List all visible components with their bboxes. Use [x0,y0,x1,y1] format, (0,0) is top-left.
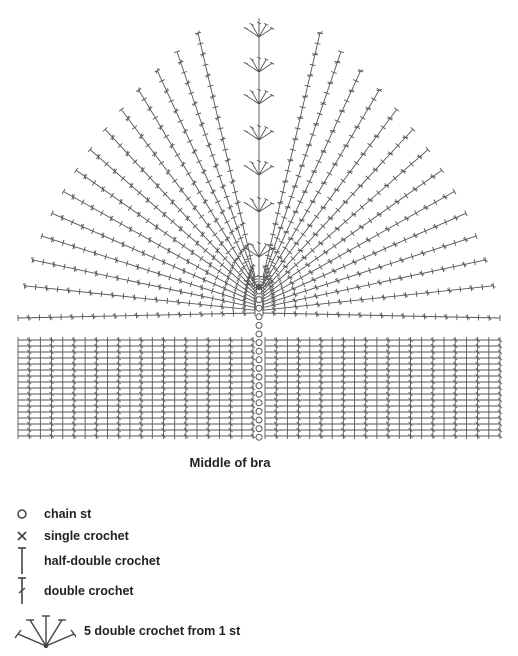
chain-stitch [256,374,262,380]
single-crochet-icon [14,524,42,548]
chain-stitch [256,348,262,354]
chain-stitch [256,417,262,423]
chain-stitch [256,322,262,328]
half-double-crochet-icon [14,546,42,576]
chain-stitch [256,340,262,346]
chain-stitch [256,383,262,389]
legend-item-shell [14,612,240,650]
legend-item-chain [14,502,91,526]
stitch-rows [18,18,502,439]
legend-item-single-crochet [14,524,129,548]
chart-caption: Middle of bra [189,455,271,470]
chain-stitch-icon [14,502,42,526]
legend-label: double crochet [44,584,134,598]
chain-stitch [256,391,262,397]
five-double-crochet-shell-icon [14,612,76,650]
legend-label: chain st [44,507,92,521]
chain-stitch [256,365,262,371]
chain-stitch [256,426,262,432]
center-point [256,284,262,290]
chain-stitch [256,400,262,406]
chain-stitch [256,357,262,363]
legend [14,500,494,650]
chain-stitch [256,314,262,320]
legend-label: single crochet [44,529,129,543]
legend-label: 5 double crochet from 1 st [84,624,241,638]
legend-item-half-double-crochet [14,546,160,576]
chain-stitch [256,297,262,303]
chain-stitch [256,408,262,414]
chain-stitch [256,305,262,311]
chain-stitch [256,434,262,440]
legend-item-double-crochet [14,576,134,606]
chain-stitch [256,331,262,337]
legend-label: half-double crochet [44,554,160,568]
double-crochet-icon [14,576,42,606]
